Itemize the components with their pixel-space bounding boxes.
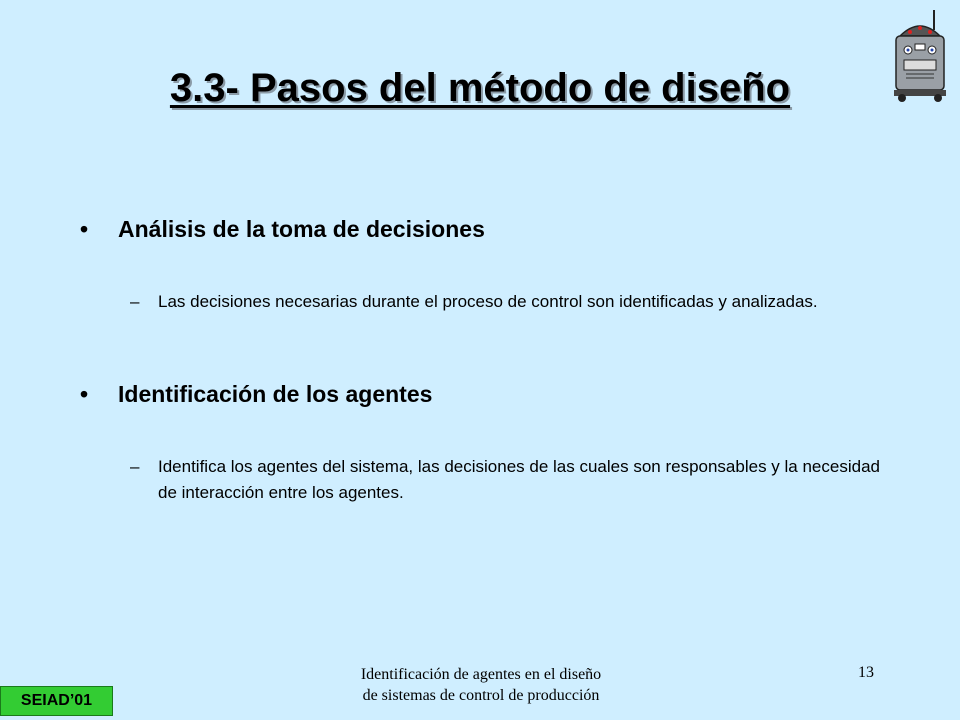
sub-text: Identifica los agentes del sistema, las decisiones de las cuales son responsables y la necesidad de interacción entre los agentes. [158, 457, 880, 502]
page-number: 13 [858, 664, 874, 681]
bullet-marker: • [80, 381, 89, 407]
sub-marker: – [130, 457, 140, 476]
footer-line-1: Identificación de agentes en el diseño [360, 666, 602, 683]
bullet-heading: Identificación de los agentes [118, 381, 433, 407]
conference-badge: SEIAD’01 [0, 686, 113, 716]
footer-line-2: de sistemas de control de producción [362, 687, 600, 704]
sub-text: Las decisiones necesarias durante el proceso de control son identificadas y analizadas. [158, 292, 818, 311]
slide-title: 3.3- Pasos del método de diseño [169, 66, 791, 110]
footer-caption [300, 664, 662, 706]
bullet-marker: • [80, 216, 89, 242]
robot-icon [888, 8, 952, 104]
bullet-heading: Análisis de la toma de decisiones [118, 216, 485, 242]
sub-marker: – [130, 292, 140, 311]
